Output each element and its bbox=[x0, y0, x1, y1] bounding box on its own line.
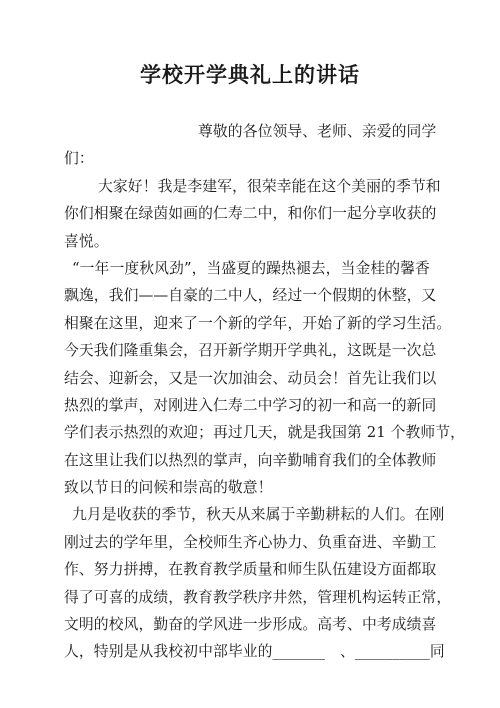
text-line: 人，特别是从我校初中部毕业的_______ 、__________同 bbox=[64, 643, 445, 661]
text-line: 相聚在这里，迎来了一个新的学年，开始了新的学习生活。 bbox=[64, 314, 452, 332]
text-line: 你们相聚在绿茵如画的仁寿二中，和你们一起分享收获的 bbox=[64, 205, 437, 223]
text-line: 结会、迎新会，又是一次加油会、动员会！首先让我们以 bbox=[64, 369, 437, 387]
text-line: 热烈的掌声，对刚进入仁寿二中学习的初一和高一的新同 bbox=[64, 396, 437, 414]
text-line: “一年一度秋风劲”，当盛夏的躁热褪去，当金桂的馨香 bbox=[72, 259, 430, 277]
text-line: 们： bbox=[64, 150, 94, 168]
text-line: 尊敬的各位领导、老师、亲爱的同学 bbox=[198, 123, 437, 140]
text-line: 大家好！我是李建军，很荣幸能在这个美丽的季节和 bbox=[98, 177, 441, 195]
text-line: 在这里让我们以热烈的掌声，向辛勤哺育我们的全体教师 bbox=[64, 451, 437, 469]
text-line: 九月是收获的季节，秋天从来属于辛勤耕耘的人们。在刚 bbox=[72, 506, 445, 524]
text-line: 今天我们隆重集会，召开新学期开学典礼，这既是一次总 bbox=[64, 342, 437, 360]
document-body bbox=[64, 118, 466, 666]
text-line: 喜悦。 bbox=[64, 232, 109, 250]
text-line: 学们表示热烈的欢迎；再过几天，就是我国第 21 个教师节， bbox=[64, 424, 466, 442]
document-title: 学校开学典礼上的讲话 bbox=[140, 62, 360, 87]
text-line: 文明的校风，勤奋的学风进一步形成。高考、中考成绩喜 bbox=[64, 616, 437, 634]
text-line: 飘逸，我们——自豪的二中人，经过一个假期的休整，又 bbox=[64, 287, 437, 305]
text-line: 得了可喜的成绩，教育教学秩序井然，管理机构运转正常， bbox=[64, 588, 452, 606]
text-line: 致以节日的问候和崇高的敬意！ bbox=[64, 479, 273, 497]
text-line: 刚过去的学年里，全校师生齐心协力、负重奋进、辛勤工 bbox=[64, 533, 437, 551]
text-line: 作、努力拼搏，在教育教学质量和师生队伍建设方面都取 bbox=[64, 561, 437, 579]
